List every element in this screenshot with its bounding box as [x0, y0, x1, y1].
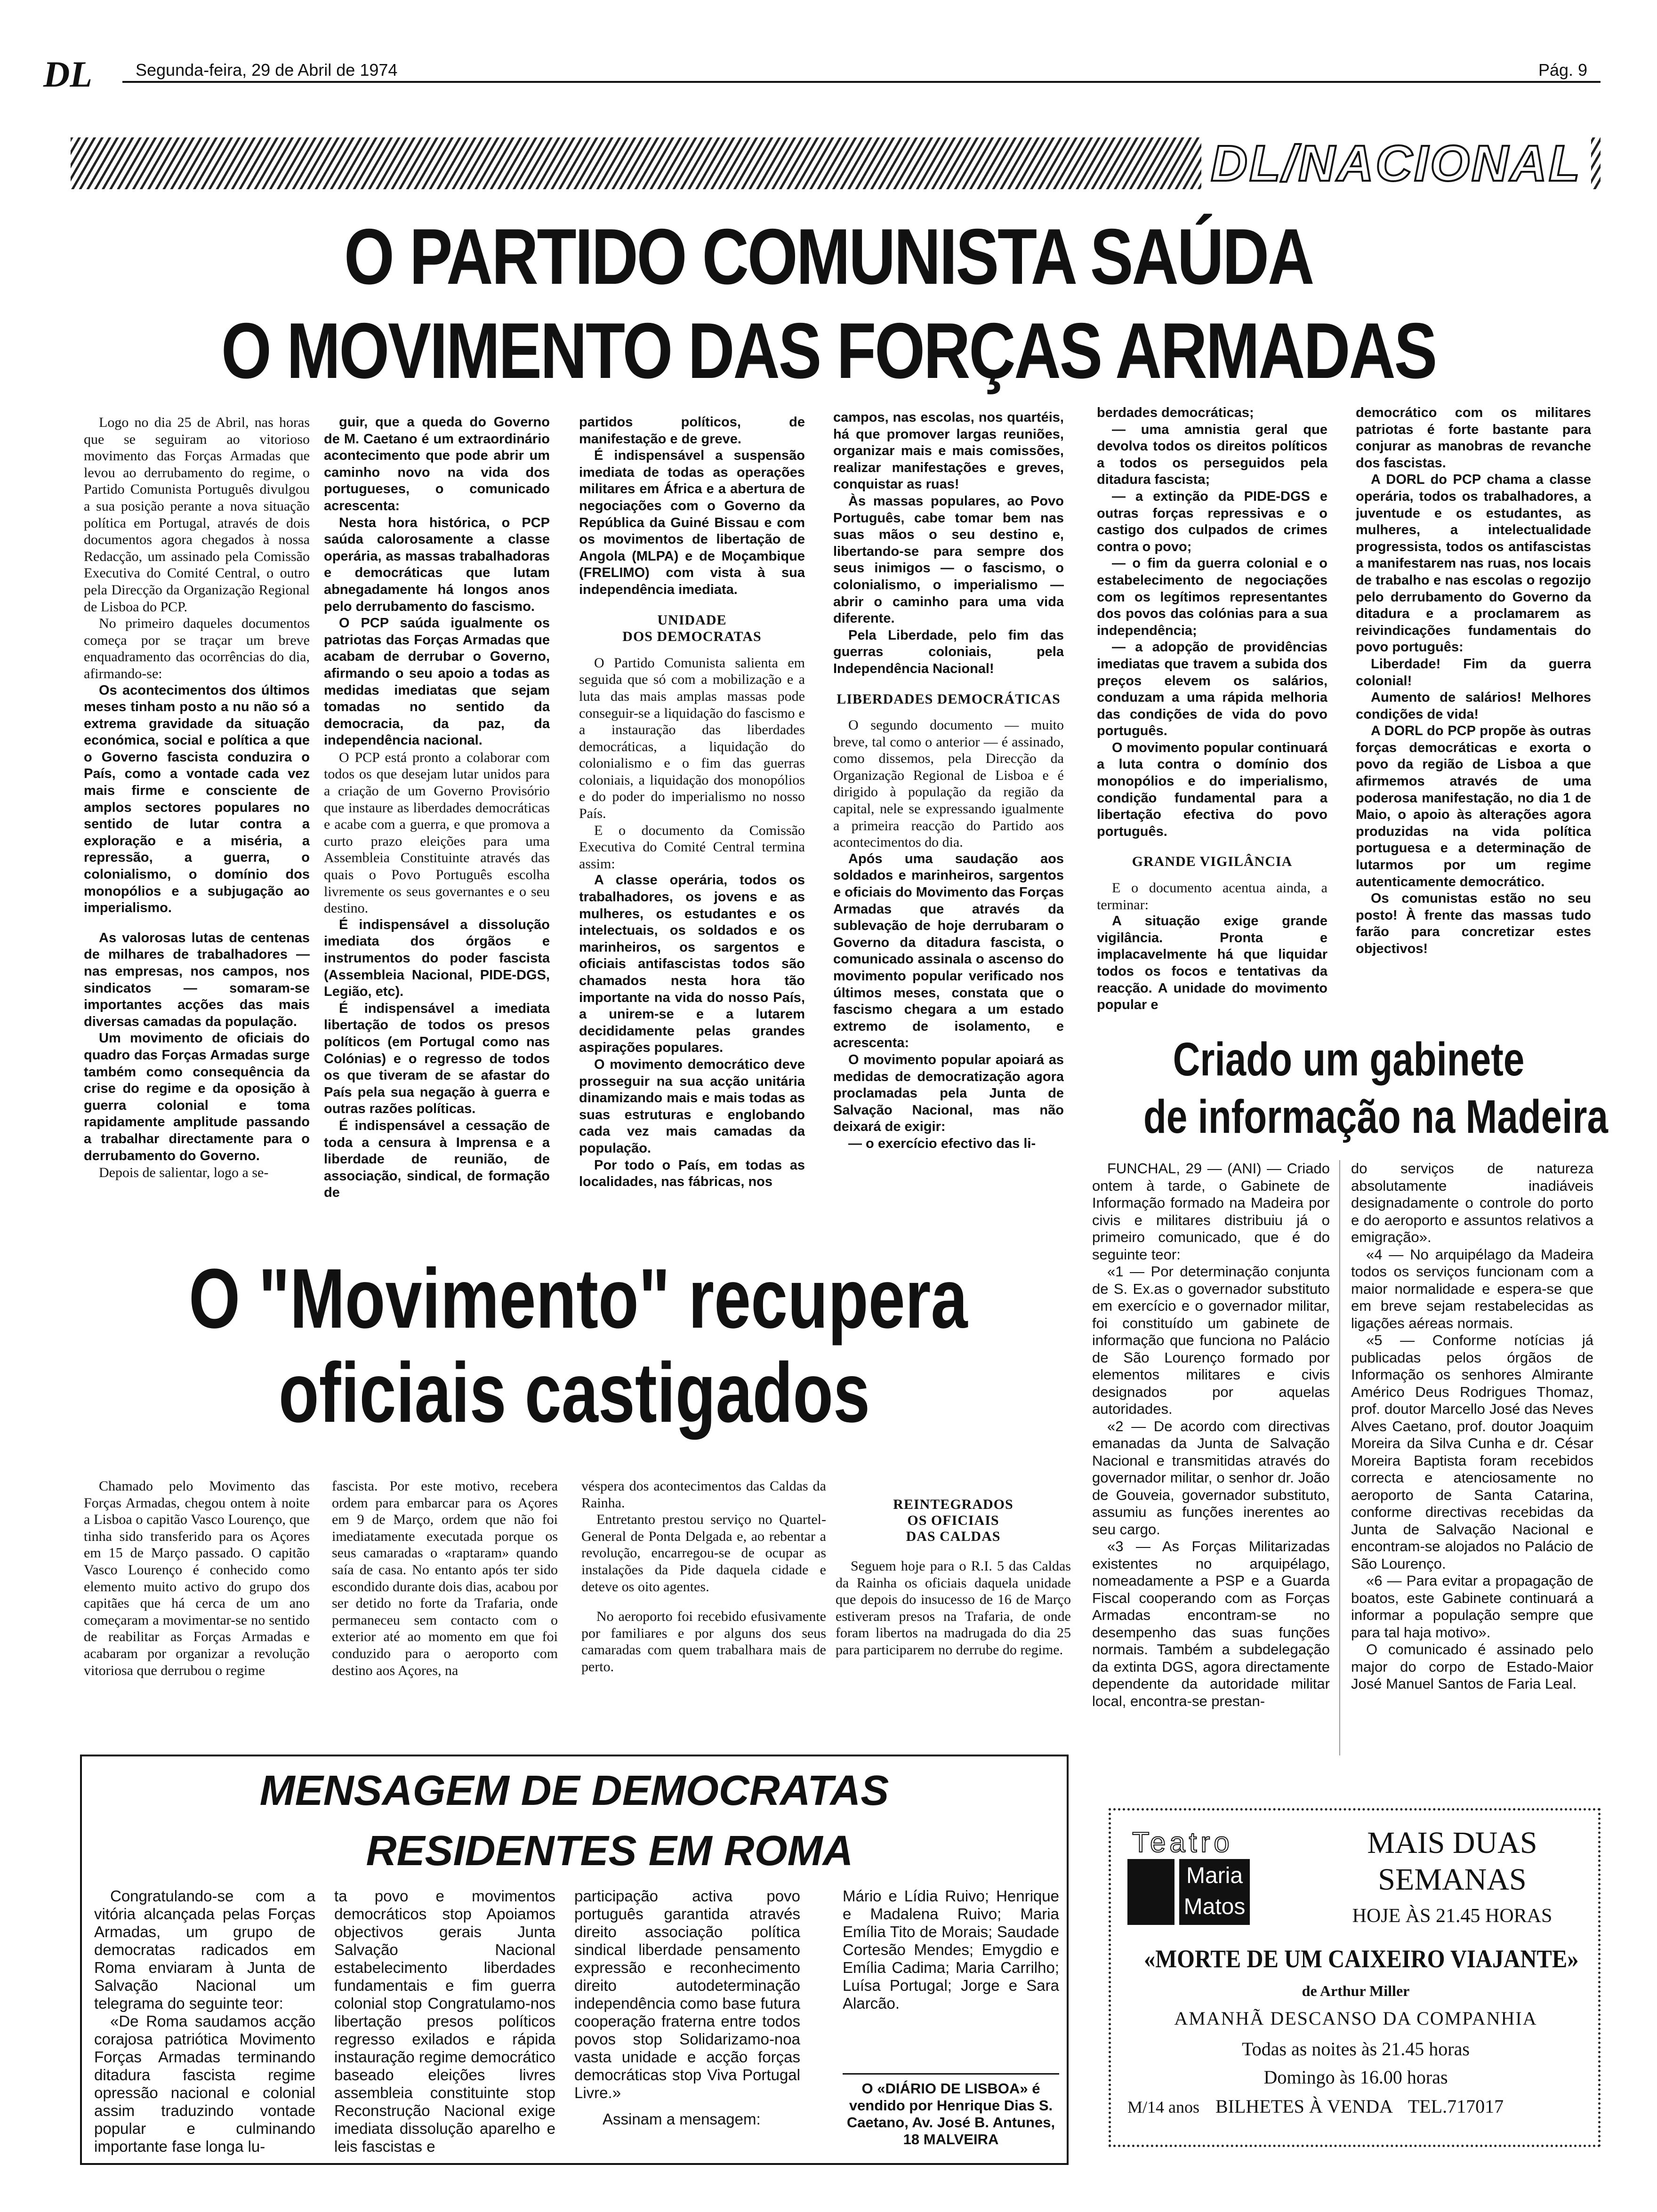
ad-line-hoje: HOJE ÀS 21.45 HORAS — [1352, 1905, 1552, 1927]
article1-column-6 — [1356, 405, 1591, 1017]
masthead — [0, 0, 1657, 94]
section-banner — [71, 135, 1601, 192]
ad-schedule-sunday: Domingo às 16.00 horas — [1263, 2067, 1448, 2088]
subheading: GRANDE VIGILÂNCIA — [1132, 854, 1293, 870]
article3-column-1 — [1092, 1160, 1330, 1763]
paragraph: O comunicado é assinado pelo major do corpo de Estado-Maior José Manuel Santos de Faria Leal. — [1351, 1641, 1593, 1692]
theatre-matos: Matos — [1183, 1894, 1246, 1919]
paragraph: É indispensável a dissolução imediata dos órgãos e instrumentos do poder fascista (Assembleia Nacional, PIDE-DGS, Legião, etc). — [324, 917, 550, 1000]
paragraph: Os comunistas estão no seu posto! À frente das massas tudo farão para concretizar estes objectivos! — [1356, 891, 1591, 956]
paragraph: O segundo documento — muito breve, tal como o anterior — é assinado, como dissemos, pela Direcção da Organização Regional de Lisboa e é dirigido à população da região da capital, nele se expressando igualmente a primeira reacção do Partido aos acontecimentos do dia. — [833, 717, 1064, 850]
article3-column-2 — [1351, 1160, 1593, 1763]
notice-rule — [843, 2073, 1059, 2075]
paragraph: O Partido Comunista salienta em seguida que só com a mobilização e a luta das mais amplas massas pode conseguir-se a liquidação do fascismo e a instauração das liberdades democráticas, a liquidação do colonialismo e o fim das guerras coloniais, a liquidação dos monopólios e do poder do imperialismo no nosso País. — [579, 655, 805, 822]
article1-column-5 — [1097, 405, 1327, 1017]
article2-headline-line1: O "Movimento" recupera — [189, 1251, 968, 1346]
article4-paragraph: ta povo e movimentos democráticos stop Apoiamos objectivos gerais Junta Salvação Nacional estabelecimento liberdades fundamentais e fim guerra colonial stop Congratulamo-nos libertação presos políticos regresso exilados e rápida instauração regime democrático baseado eleições livres assembleia constituinte stop Reconstrução Nacional exige imediata dissolução aparelho e leis fascistas e — [334, 1887, 555, 2155]
article4-signatories: Mário e Lídia Ruivo; Henrique e Madalena Ruivo; Maria Emília Tito de Morais; Saudade Cortesão Mendes; Emygdio e Emília Cadima; Maria Carrilho; Luísa Portugal; Jorge e Sara Alarcão. — [843, 1887, 1059, 2012]
article2-subheading: REINTEGRADOS OS OFICIAIS DAS CALDAS — [893, 1497, 1014, 1544]
article4-column-3 — [574, 1887, 800, 2160]
ad-author: de Arthur Miller — [1302, 1982, 1410, 1999]
article3-headline — [1092, 1031, 1608, 1146]
page-number: Pág. 9 — [1538, 60, 1588, 80]
article4-headline-line2: RESIDENTES EM ROMA — [366, 1827, 853, 1875]
paragraph: É indispensável a suspensão imediata de todas as operações militares em África e a abertura de negociações com o Governo da República da Guiné Bissau e com os movimentos de libertação de Angola (MLPA) e de Moçambique (FRELIMO) com vista à sua independência imediata. — [579, 448, 805, 597]
article4-signature-line: Assinam a mensagem: — [603, 2110, 761, 2128]
article3-headline-line1: Criado um gabinete — [1173, 1033, 1525, 1086]
article1-headline-line1: O PARTIDO COMUNISTA SAÚDA — [344, 212, 1313, 301]
ad-line-mais-duas: MAIS DUAS — [1367, 1826, 1537, 1860]
paragraph: O movimento democrático deve prosseguir na sua acção unitária dinamizando mais e mais todas as suas estruturas e englobando cada vez mais camadas da população. — [579, 1057, 805, 1156]
ad-schedule-nights: Todas as noites às 21.45 horas — [1242, 2038, 1470, 2060]
paragraph: No primeiro daqueles documentos começa por se traçar um breve enquadramento das ocorrências do dia, afirmando-se: — [84, 616, 310, 681]
article3-headline-line2: de informação na Madeira — [1143, 1090, 1608, 1143]
article4-paragraph: participação activa povo português garantida através direito associação política sindical liberdade pensamento expressão e reconhecimento direito autodeterminação independência como base futura cooperação fraterna entre todos povos stop Solidarizamo-noa vasta unidade e acção forças democráticas stop Viva Portugal Livre.» — [574, 1887, 800, 2101]
article4-column-4 — [843, 1887, 1059, 2066]
article2-paragraph: Chamado pelo Movimento das Forças Armadas, chegou ontem à noite a Lisboa o capitão Vasco Lourenço, que tinha sido transferido para os Açores em 15 de Março passado. O capitão Vasco Lourenço é conhecido como elemento muito activo do grupo dos capitães que há cerca de um ano começaram a movimentar-se no sentido de reabilitar as Forças Armadas e acabaram por organizar a revolução vitoriosa que derrubou o regime — [84, 1478, 310, 1678]
paragraph: Após uma saudação aos soldados e marinheiros, sargentos e oficiais do Movimento das Forças Armadas que através da sublevação de hoje derrubaram o Governo da ditadura fascista, o comunicado assinala o ascenso do movimento popular verificado nos últimos meses, constata que o fascismo chegara a um estado extremo de isolamento, e acrescenta: — [833, 851, 1064, 1051]
article1-column-2 — [324, 414, 550, 1242]
paragraph: O movimento popular apoiará as medidas de democratização agora proclamadas pela Junta de Salvação Nacional, mas não deixará de exigir: — [833, 1052, 1064, 1135]
paragraph: «5 — Conforme notícias já publicadas pelos órgãos de Informação os senhores Almirante Américo Deus Rodrigues Thomaz, prof. doutor Marcello José das Neves Alves Caetano, prof. doutor Joaquim Moreira da Silva Cunha e dr. César Moreira Baptista foram recebidos correcta e atenciosamente no aeroporto de Santa Catarina, conforme directivas recebidas da Junta de Salvação Nacional e encontram-se alojados no Palácio de São Lourenço. — [1351, 1332, 1593, 1572]
paragraph: Por todo o País, em todas as localidades, nas fábricas, nos — [579, 1157, 805, 1190]
paragraph: Nesta hora histórica, o PCP saúda calorosamente a classe operária, as massas trabalhadoras e democráticas que lutam abnegadamente há longos anos pelo derrubamento do fascismo. — [324, 515, 550, 614]
masthead-rule — [122, 81, 1601, 83]
paragraph: E o documento acentua ainda, a terminar: — [1097, 880, 1327, 913]
article2-paragraph: Seguem hoje para o R.I. 5 das Caldas da Rainha os oficiais daquela unidade que depois do insucesso de 16 de Março estiveram presos na Trafaria, de onde foram libertos na madrugada do dia 25 para participarem no derrube do regime. — [836, 1558, 1071, 1658]
issue-date: Segunda-feira, 29 de Abril de 1974 — [136, 60, 398, 80]
paragraph: «6 — Para evitar a propagação de boatos, este Gabinete continuará a informar a população sempre que para tal haja motivo». — [1351, 1572, 1593, 1641]
theatre-maria: Maria — [1186, 1863, 1243, 1888]
article4-paragraph: Congratulando-se com a vitória alcançada pelas Forças Armadas, um grupo de democratas radicados em Roma enviaram à Junta de Salvação Nacional um telegrama do seguinte teor: — [94, 1887, 315, 2012]
ad-rest-day: AMANHÃ DESCANSO DA COMPANHIA — [1174, 2008, 1537, 2029]
paragraph: — uma amnistia geral que devolva todos os direitos políticos a todos os perseguidos pela ditadura fascista; — [1097, 422, 1327, 488]
ad-tickets: BILHETES À VENDA — [1215, 2096, 1392, 2117]
paragraph: «1 — Por determinação conjunta de S. Ex.as o governador substituto em exercício e o governador militar, foi constituído um gabinete de informação que funciona no Palácio de São Lourenço formado por elementos militares e civis designados por aquelas autoridades. — [1092, 1263, 1330, 1417]
paragraph: Pela Liberdade, pelo fim das guerras coloniais, pela Independência Nacional! — [833, 627, 1064, 676]
paragraph: Aumento de salários! Melhores condições de vida! — [1356, 690, 1591, 722]
ad-phone: TEL.717017 — [1408, 2096, 1504, 2117]
ad-age-rating: M/14 anos — [1127, 2098, 1199, 2116]
article4-headline-line1: MENSAGEM DE DEMOCRATAS — [259, 1767, 889, 1814]
paragraph: As valorosas lutas de centenas de milhares de trabalhadores — nas empresas, nos campos, nos sindicatos — somaram-se importantes acções das mais diversas camadas da população. — [84, 930, 310, 1029]
article4-column-1 — [94, 1887, 315, 2160]
paragraph: guir, que a queda do Governo de M. Caetano é um extraordinário acontecimento que pode abrir um caminho novo na vida dos portugueses, o comunicado acrescenta: — [324, 415, 550, 513]
article2-column-1 — [84, 1478, 310, 1741]
paragraph: O PCP saúda igualmente os patriotas das Forças Armadas que acabam de derrubar o Governo, afirmando o seu apoio a todas as medidas imediatas que sejam tomadas no sentido da democracia, da paz, da independência nacional. — [324, 616, 550, 748]
article4-headline — [80, 1765, 1069, 1877]
article2-paragraph: No aeroporto foi recebido efusivamente por familiares e por alguns dos seus camaradas com quem trabalhara mais de perto. — [581, 1609, 826, 1675]
paragraph: A situação exige grande vigilância. Pronta e implacavelmente há que liquidar todos os focos e tentativas da reacção. A unidade do movimento popular e — [1097, 914, 1327, 1013]
paragraph: Às massas populares, ao Povo Português, cabe tomar bem nas suas mãos o seu destino e, libertando-se para sempre dos seus inimigos — o fascismo, o colonialismo, o imperialismo — abrir o caminho para uma vida diferente. — [833, 493, 1064, 626]
paragraph: E o documento da Comissão Executiva do Comité Central termina assim: — [579, 822, 805, 872]
theatre-logo — [1127, 1826, 1302, 1925]
paragraph: É indispensável a imediata libertação de todos os presos políticos (em Portugal como nas Colónias) e o regresso de todos os que tiveram de se afastar do País pela sua negação à guerra e outras razões políticas. — [324, 1001, 550, 1117]
article2-paragraph: Entretanto prestou serviço no Quartel-General de Ponta Delgada e, ao rebentar a revolução, encarregou-se de ocupar as instalações da Pide daquela cidade e deteve os oito agentes. — [581, 1512, 826, 1595]
paragraph: Logo no dia 25 de Abril, nas horas que se seguiram ao vitorioso movimento das Forças Armadas que levou ao derrubamento do regime, o Partido Comunista Português divulgou a sua posição perante a nova situação política em Portugal, através de dois documentos agora chegados à nossa Redacção, um assinado pela Comissão Executiva do Comité Central, o outro pela Direcção da Organização Regional de Lisboa do PCP. — [84, 415, 310, 615]
paragraph: É indispensável a cessação de toda a censura à Imprensa e a liberdade de reunião, de associação, sindical, de formação de — [324, 1118, 550, 1201]
paragraph: berdades democráticas; — [1097, 405, 1254, 420]
logo: DL — [43, 54, 92, 95]
article2-paragraph: fascista. Por este motivo, recebera ordem para embarcar para os Açores em 9 de Março, ordem que não foi imediatamente executada porque os seus camaradas o «raptaram» quando saía de casa. No entanto após ter sido escondido durante dois dias, acabou por ser detido no forte da Trafaria, onde permaneceu sem contacto com o exterior até ao momento em que foi conduzido para o aeroporto com destino aos Açores, na — [332, 1478, 558, 1678]
paragraph: A DORL do PCP chama a classe operária, todos os trabalhadores, a juventude e os estudantes, as mulheres, a intelectualidade progressista, todos os antifascistas a manifestarem nas ruas, nos locais de trabalho e nas escolas o regozijo pelo derrubamento do Governo da ditadura e a proclamarem as reivindicações fundamentais do povo português: — [1356, 472, 1591, 655]
paragraph: Liberdade! Fim da guerra colonial! — [1356, 656, 1591, 689]
theatre-name: Teatro — [1132, 1827, 1233, 1858]
paragraph: «2 — De acordo com directivas emanadas da Junta de Salvação Nacional e transmitidas através do governador militar, o senhor dr. João de Gouveia, governador substituto, assumiu as funções inerentes ao seu cargo. — [1092, 1418, 1330, 1538]
article2-paragraph: véspera dos acontecimentos das Caldas da Rainha. — [581, 1478, 826, 1511]
article2-headline — [80, 1252, 1069, 1440]
ad-play-title: «MORTE DE UM CAIXEIRO VIAJANTE» — [1144, 1945, 1579, 1973]
section-label: DL/NACIONAL — [1201, 137, 1591, 189]
paragraph: Os acontecimentos dos últimos meses tinham posto a nu não só a extrema gravidade da situação económica, social e política a que o Governo fascista conduzira o País, como a vontade cada vez mais firme e consciente de amplos sectores populares no sentido de lutar contra a exploração e a miséria, a repressão, a guerra, o colonialismo, o domínio dos monopólios e a subjugação ao imperialismo. — [84, 682, 310, 916]
paragraph: do serviços de natureza absolutamente inadiáveis designadamente o controle do porto e do aeroporto e assuntos relativos a emigração». — [1351, 1160, 1593, 1245]
subheading: LIBERDADES DEMOCRÁTICAS — [837, 691, 1061, 707]
article1-column-4 — [833, 409, 1064, 1242]
article2-column-4 — [836, 1497, 1071, 1741]
paragraph: O movimento popular continuará a luta contra o domínio dos monopólios e do imperialismo, condição fundamental para a libertação efectiva do povo português. — [1097, 740, 1327, 839]
paragraph: — a adopção de providências imediatas que travem a subida dos preços elevem os salários, conduzam a uma rápida melhoria das condições de vida do povo português. — [1097, 640, 1327, 739]
article4-column-2 — [334, 1887, 555, 2160]
ad-line-semanas: SEMANAS — [1378, 1862, 1527, 1897]
ad-footer — [1127, 2095, 1589, 2118]
paragraph: partidos políticos, de manifestação e de greve. — [579, 415, 805, 447]
paragraph: campos, nas escolas, nos quartéis, há que promover largas reuniões, organizar mais e mais comissões, realizar manifestações e greves, conquistar as ruas! — [833, 410, 1064, 492]
paragraph: democrático com os militares patriotas é forte bastante para conjurar as manobras de revanche dos fascistas. — [1356, 405, 1591, 471]
article3-column-rule — [1339, 1160, 1340, 1755]
paragraph: FUNCHAL, 29 — (ANI) — Criado ontem à tarde, o Gabinete de Informação formado na Madeira por civis e militares distribuiu já o primeiro comunicado, que é do seguinte teor: — [1092, 1160, 1330, 1263]
paragraph: Um movimento de oficiais do quadro das Forças Armadas surge também como consequência da crise do regime e da oposição à guerra colonial e toma rapidamente amplitude passando a trabalhar directamente para o derrubamento do Governo. — [84, 1031, 310, 1163]
paragraph: — o fim da guerra colonial e o estabelecimento de negociações com os legítimos representantes dos povos das colónias para a sua independência; — [1097, 556, 1327, 638]
paragraph: A classe operária, todos os trabalhadores, os jovens e as mulheres, os estudantes e os intelectuais, os soldados e os marinheiros, os sargentos e oficiais antifascistas todos são chamados nesta hora tão importante na vida do nosso País, a unirem-se e a lutarem decididamente pelas grandes aspirações populares. — [579, 873, 805, 1056]
article1-headline-line2: O MOVIMENTO DAS FORÇAS ARMADAS — [221, 306, 1436, 395]
article4-paragraph: «De Roma saudamos acção corajosa patriótica Movimento Forças Armadas terminando ditadura fascista regime opressão nacional e colonial assim traduzindo vontade popular e culminando importante fase longa lu- — [94, 2012, 315, 2155]
vendor-notice: O «DIÁRIO DE LISBOA» é vendido por Henrique Dias S. Caetano, Av. José B. Antunes, 18 MALVEIRA — [846, 2080, 1055, 2148]
theatre-logo-pillar — [1127, 1859, 1174, 1925]
article2-headline-line2: oficiais castigados — [278, 1346, 870, 1440]
article2-column-3 — [581, 1478, 826, 1741]
paragraph: O PCP está pronto a colaborar com todos os que desejam lutar unidos para a criação de um Governo Provisório que instaure as liberdades democráticas e acabe com a guerra, e que promova a curto prazo eleições para uma Assembleia Constituinte através das quais o Povo Português escolha livremente os seus governantes e o seu destino. — [324, 749, 550, 916]
paragraph: «3 — As Forças Militarizadas existentes no arquipélago, nomeadamente a PSP e a Guarda Fiscal cooperando com as Forças Armadas encontram-se no desempenho das suas funções normais. Também a subdelegação da extinta DGS, agora directamente dependente da autoridade militar local, encontra-se prestan- — [1092, 1538, 1330, 1709]
subheading: UNIDADE DOS DEMOCRATAS — [622, 612, 762, 645]
article2-column-2 — [332, 1478, 558, 1741]
paragraph: Depois de salientar, logo a se- — [99, 1165, 269, 1181]
paragraph: «4 — No arquipélago da Madeira todos os serviços funcionam com a maior normalidade e espera-se que em breve sejam restabelecidas as ligações aéreas normais. — [1351, 1246, 1593, 1331]
article1-column-1 — [84, 414, 310, 1242]
paragraph: — o exercício efectivo das li- — [848, 1136, 1036, 1151]
paragraph: A DORL do PCP propõe às outras forças democráticas e exorta o povo da região de Lisboa a que afirmemos através de uma poderosa manifestação, no dia 1 de Maio, o apoio às alterações agora produzidas na vida política portuguesa e a determinação de lutarmos por um regime autenticamente democrático. — [1356, 723, 1591, 890]
article1-column-3 — [579, 414, 805, 1242]
paragraph: — a extinção da PIDE-DGS e outras forças repressivas e o castigo dos culpados de crimes contra o povo; — [1097, 489, 1327, 554]
